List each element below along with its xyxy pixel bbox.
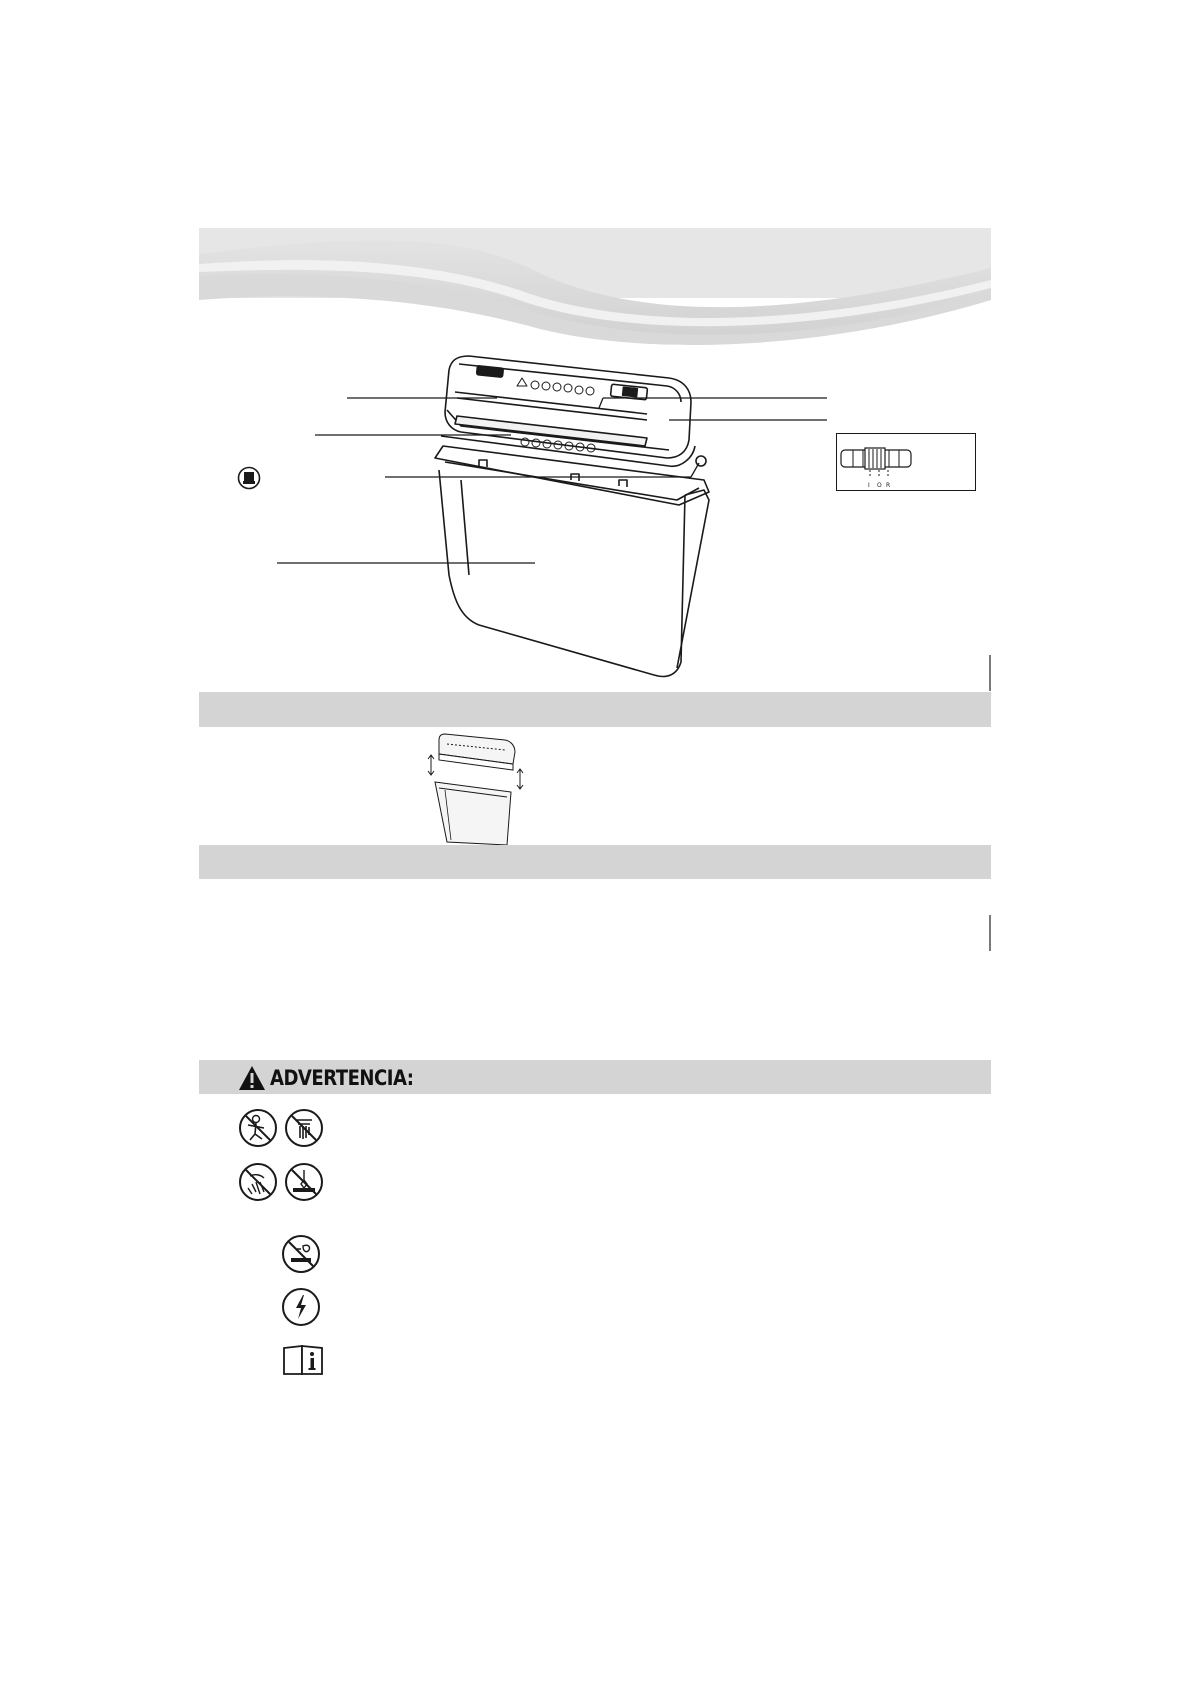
paper-slot <box>455 392 647 414</box>
basket-body <box>439 470 685 676</box>
electric-shock-icon <box>281 1287 321 1327</box>
no-hand-icon <box>284 1108 324 1148</box>
no-ties-icon <box>284 1162 324 1202</box>
read-manual-icon <box>282 1344 324 1376</box>
symbol-dot <box>564 384 572 392</box>
warning-title: ADVERTENCIA: <box>270 1066 414 1090</box>
paper-slot-lower <box>457 398 647 420</box>
callout-line-top-right-drop <box>599 398 603 408</box>
switch-position-reverse: R <box>886 482 891 489</box>
wave-banner <box>199 228 991 354</box>
paper-feed-icon <box>237 466 261 490</box>
symbol-dot <box>531 381 539 389</box>
symbol-warning-triangle <box>517 378 527 386</box>
symbol-dot <box>553 383 561 391</box>
head-switch-knob <box>623 387 638 396</box>
power-switch-icon <box>837 434 975 490</box>
symbol-dot <box>586 387 594 395</box>
callout-line-feed-drop <box>691 463 699 477</box>
symbol-dot <box>575 386 583 394</box>
basket-inner-edge <box>461 480 469 575</box>
no-aerosol-icon <box>281 1234 321 1274</box>
brand-plate <box>477 366 504 378</box>
head-symbols-row-1 <box>517 378 594 395</box>
basket-tab <box>619 480 627 487</box>
basket-right-edge <box>677 490 709 668</box>
warning-triangle-icon <box>238 1065 266 1091</box>
symbol-dot <box>542 382 550 390</box>
head-on-basket-icon <box>425 730 535 845</box>
section-bar-2 <box>199 845 991 879</box>
shredder-overview-illustration <box>199 350 991 695</box>
symbol-dot <box>532 439 540 447</box>
section-bar-1 <box>199 692 991 727</box>
switch-position-off: O <box>877 482 882 489</box>
no-children-icon <box>238 1108 278 1148</box>
symbol-dot <box>521 438 529 446</box>
basket-rim <box>435 446 709 505</box>
warning-heading <box>238 1062 437 1094</box>
basket-rim-inner <box>445 462 699 500</box>
switch-position-on: I <box>868 482 870 489</box>
page-edge-marker <box>989 655 991 691</box>
no-loose-clothing-icon <box>238 1162 278 1202</box>
power-switch-detail <box>836 433 976 491</box>
page-edge-marker <box>989 915 991 951</box>
